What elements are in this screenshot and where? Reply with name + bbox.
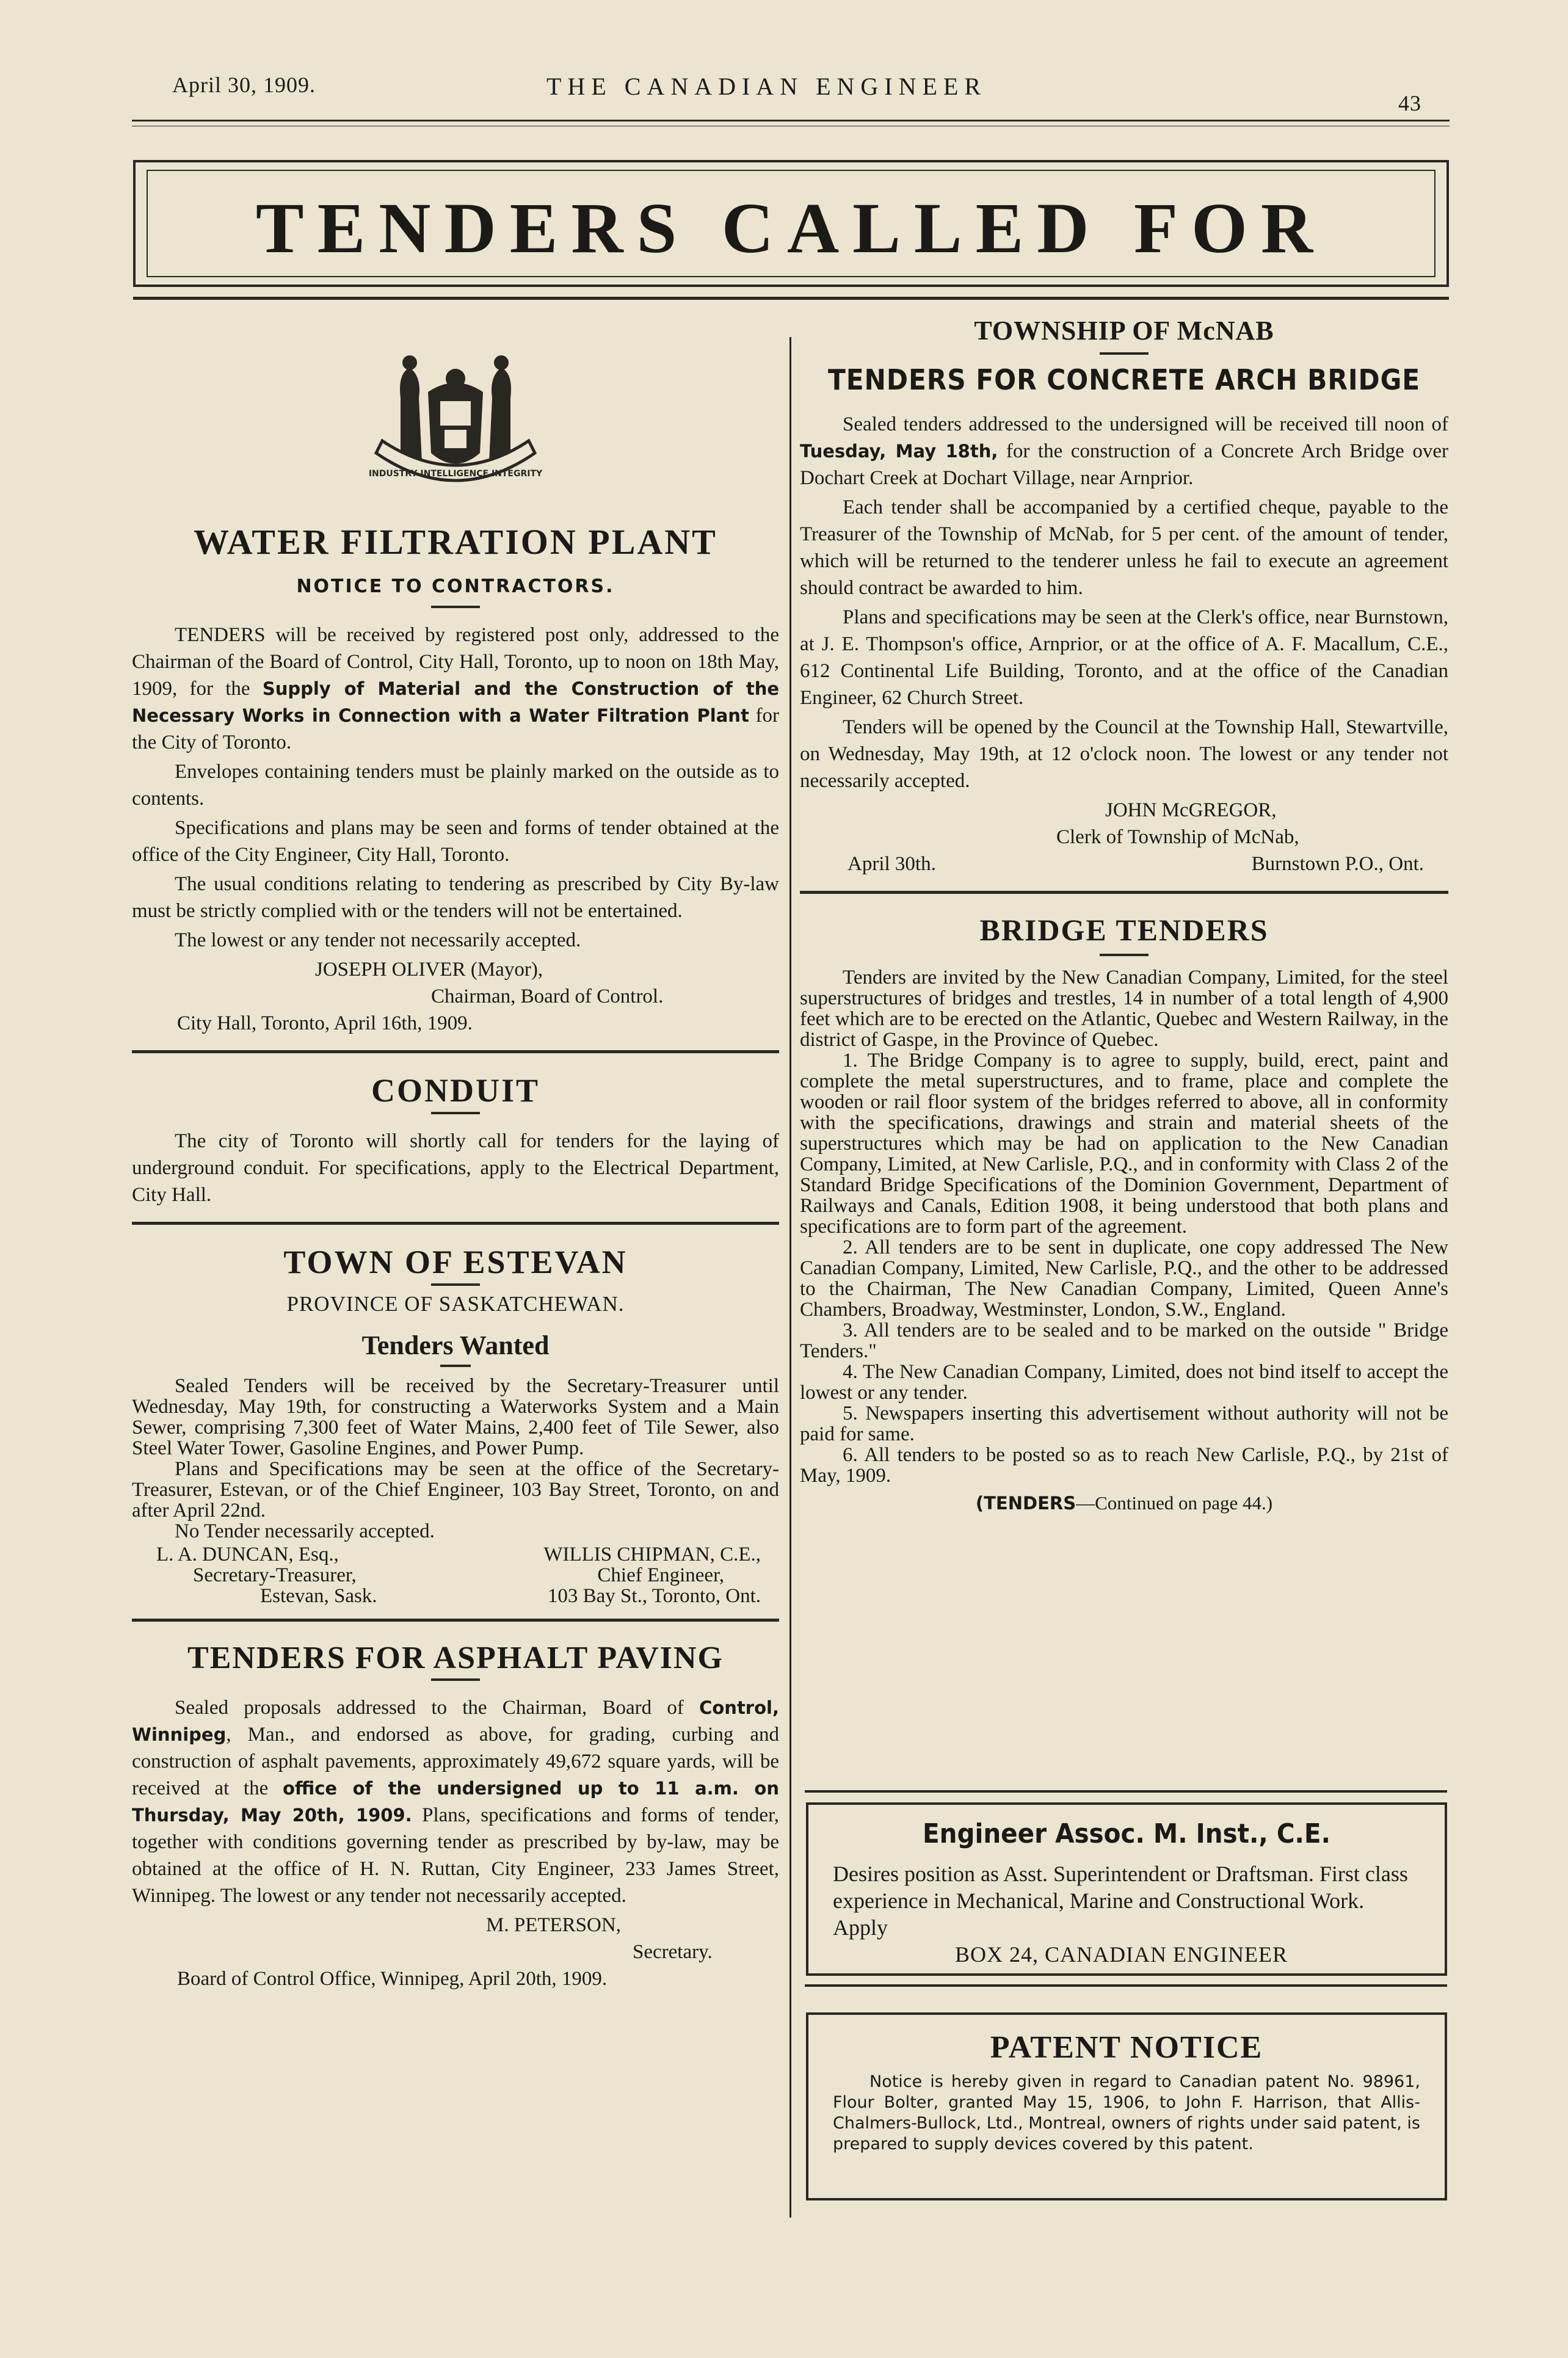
notice-to-contractors: NOTICE TO CONTRACTORS. (296, 576, 615, 597)
mcnab-para-3: Plans and specifications may be seen at the Clerk's office, near Burnstown, at J. E. Thompson's office, Arnprior, or at the office of A. F. Macallum, C.E., 612 Continental Life Building, Toronto, and at the office of the Canadian Engineer, 62 Church Street. (800, 606, 1448, 709)
right-column (800, 315, 1448, 1514)
patent-body: Notice is hereby given in regard to Canadian patent No. 98961, Flour Bolter, granted May 15, 1906, to John F. Harrison, that Allis-Chalmers-Bullock, Ltd., Montreal, owners of rights under said patent, is prepared to supply devices covered by this patent. (833, 2072, 1420, 2153)
banner-title: TENDERS CALLED FOR (255, 188, 1327, 268)
estevan-signature-left: L. A. DUNCAN, Esq., Secretary-Treasurer, Estevan, Sask. (156, 1544, 377, 1607)
water-filtration-para-4: The usual conditions relating to tendering as prescribed by City By-law must be strictly complied with or the tenders will not be entertained. (132, 873, 779, 922)
water-filtration-para-3: Specifications and plans may be seen and forms of tender obtained at the office of the City Engineer, City Hall, Toronto. (132, 817, 779, 866)
section-separator (132, 1619, 779, 1622)
asphalt-notice (132, 1640, 779, 1992)
page-number: 43 (1398, 91, 1421, 115)
crest-motto: INDUSTRY INTELLIGENCE INTEGRITY (368, 469, 543, 479)
asphalt-signature-name: M. PETERSON, (486, 1914, 621, 1936)
bridge-title: BRIDGE TENDERS (979, 913, 1269, 947)
left-column (132, 349, 779, 1992)
section-separator (800, 891, 1448, 894)
short-rule (431, 1283, 480, 1286)
short-rule (440, 1365, 471, 1367)
estevan-para-2: Plans and Specifications may be seen at the office of the Secretary-Treasurer, Estevan, or of the Chief Engineer, 103 Bay Street, Toronto, on and after April 22nd. (132, 1458, 779, 1522)
bridge-item-5: 5. Newspapers inserting this advertisement without authority will not be paid for same. (800, 1402, 1448, 1445)
mcnab-signature-place: April 30th. Burnstown P.O., Ont. (848, 853, 1424, 875)
short-rule (1100, 352, 1149, 355)
mcnab-signature-name: JOHN McGREGOR, (1105, 799, 1277, 821)
column-divider (789, 337, 791, 2218)
patent-notice (806, 2012, 1447, 2200)
engineer-ad-box-address: BOX 24, CANADIAN ENGINEER (955, 1942, 1288, 1967)
mcnab-title: TOWNSHIP OF McNAB (974, 316, 1274, 346)
estevan-signature-right: WILLIS CHIPMAN, C.E., Chief Engineer, 103 Bay St., Toronto, Ont. (543, 1544, 761, 1607)
bridge-intro: Tenders are invited by the New Canadian Company, Limited, for the steel superstructures of bridges and trestles, 14 in number of a total length of 4,900 feet which are to be erected on the Atlantic, Quebec and Western Railway, in the district of Gaspe, in the Province of Quebec. (800, 967, 1448, 1051)
signature-title: Chairman, Board of Control. (431, 985, 664, 1007)
asphalt-title: TENDERS FOR ASPHALT PAVING (187, 1641, 724, 1675)
asphalt-para: Sealed proposals addressed to the Chairman, Board of Control, Winnipeg, Man., and endorsed as above, for grading, curbing and construction of asphalt pavements, approximately 49,672 square yards, will be received at the office of the undersigned up to 11 a.m. on Thursday, May 20th, 1909. Plans, specifications and forms of tender, together with conditions governing tender as prescribed by by-law, may be obtained at the office of H. N. Ruttan, City Engineer, 233 James Street, Winnipeg. The lowest or any tender not necessarily accepted. (132, 1697, 779, 1907)
engineer-ad-body: Desires position as Asst. Superintendent or Draftsman. First class experience in Mechanical, Marine and Constructional Work. Apply (833, 1862, 1408, 1940)
conduit-title: CONDUIT (371, 1072, 540, 1109)
water-filtration-notice (132, 349, 779, 1037)
ad-top-rule (805, 1790, 1447, 1793)
mcnab-notice (800, 315, 1448, 877)
conduit-para: The city of Toronto will shortly call for tenders for the laying of underground conduit. For specifications, apply to the Electrical Department, City Hall. (132, 1130, 779, 1206)
header-rule (132, 120, 1450, 122)
bridge-item-6: 6. All tenders to be posted so as to reach New Carlisle, P.Q., by 21st of May, 1909. (800, 1444, 1448, 1487)
patent-title: PATENT NOTICE (990, 2030, 1263, 2065)
mcnab-signature-title: Clerk of Township of McNab, (1056, 826, 1299, 848)
signature-name: JOSEPH OLIVER (Mayor), (315, 959, 543, 981)
short-rule (431, 606, 480, 608)
engineer-ad-title: Engineer Assoc. M. Inst., C.E. (923, 1818, 1330, 1849)
estevan-province: PROVINCE OF SASKATCHEWAN. (286, 1292, 625, 1316)
banner (133, 160, 1449, 287)
publication-title: THE CANADIAN ENGINEER (546, 73, 987, 100)
asphalt-signature-place: Board of Control Office, Winnipeg, April 20th, 1909. (177, 1968, 608, 1990)
mcnab-para-4: Tenders will be opened by the Council at the Township Hall, Stewartville, on Wednesday, May 19th, at 12 o'clock noon. The lowest or any tender not necessarily accepted. (800, 716, 1448, 792)
estevan-para-3: No Tender necessarily accepted. (175, 1520, 435, 1542)
water-filtration-para-1: TENDERS will be received by registered post only, addressed to the Chairman of the Board of Control, City Hall, Toronto, up to noon on 18th May, 1909, for the Supply of Material and the Construction of the Necessary Works in Connection with a Water Filtration Plant for the City of Toronto. (132, 624, 780, 753)
bridge-tenders-notice (800, 912, 1448, 1514)
section-separator (132, 1222, 779, 1225)
estevan-para-1: Sealed Tenders will be received by the Secretary-Treasurer until Wednesday, May 19th, for constructing a Waterworks System and a Main Sewer, comprising 7,300 feet of Water Mains, 2,400 feet of Tile Sewer, also Steel Water Tower, Gasoline Engines, and Power Pump. (132, 1375, 779, 1459)
continued-note: (TENDERS—Continued on page 44.) (975, 1492, 1273, 1514)
issue-date: April 30, 1909. (172, 73, 316, 97)
bridge-item-1: 1. The Bridge Company is to agree to supply, build, erect, paint and complete the metal superstructures, and to frame, place and complete the wooden or rail floor system of the bridges referred to above, all in conformity with the specifications, drawings and strain and material sheets of the superstructures which may be had on application to the New Canadian Company, Limited, at New Carlisle, P.Q., and in conformity with Class 2 of the Standard Bridge Specifications of the Dominion Government, Department of Railways and Canals, Edition 1908, it being understood that both plans and specifications are to form part of the agreement. (800, 1050, 1448, 1238)
asphalt-signature-title: Secretary. (633, 1941, 713, 1963)
short-rule (431, 1678, 480, 1681)
short-rule (431, 1112, 480, 1114)
bridge-item-4: 4. The New Canadian Company, Limited, does not bind itself to accept the lowest or any tender. (800, 1361, 1448, 1404)
bridge-item-3: 3. All tenders are to be sealed and to be marked on the outside " Bridge Tenders." (800, 1319, 1448, 1362)
bridge-item-2: 2. All tenders are to be sent in duplicate, one copy addressed The New Canadian Company, Limited, New Carlisle, P.Q., and the other to be addressed to the Chairman, The New Canadian Company, Limited, Queen Anne's Chambers, Broadway, Westminster, London, S.W., England. (800, 1236, 1448, 1321)
toronto-crest-icon (364, 349, 547, 508)
estevan-signatures (132, 1544, 779, 1606)
estevan-title: TOWN OF ESTEVAN (283, 1244, 628, 1280)
conduit-notice (132, 1072, 779, 1208)
water-filtration-title: WATER FILTRATION PLANT (194, 522, 717, 562)
mcnab-para-2: Each tender shall be accompanied by a certified cheque, payable to the Treasurer of the Township of McNab, for 5 per cent. of the amount of tender, which will be returned to the tenderer unless he fail to execute an agreement should contract be awarded to him. (800, 496, 1448, 599)
tenders-wanted: Tenders Wanted (361, 1330, 550, 1360)
mcnab-subtitle: TENDERS FOR CONCRETE ARCH BRIDGE (827, 363, 1421, 396)
water-filtration-para-5: The lowest or any tender not necessarily accepted. (175, 929, 581, 951)
section-separator (132, 1050, 779, 1053)
estevan-notice (132, 1243, 779, 1606)
banner-underline (133, 297, 1449, 300)
engineer-ad (806, 1802, 1447, 1976)
short-rule (1100, 954, 1149, 956)
ad-bottom-rule (805, 1984, 1447, 1987)
water-filtration-para-2: Envelopes containing tenders must be plainly marked on the outside as to contents. (132, 761, 779, 810)
mcnab-para-1: Sealed tenders addressed to the undersigned will be received till noon of Tuesday, May 18th, for the construction of a Concrete Arch Bridge over Dochart Creek at Dochart Village, near Arnprior. (800, 413, 1448, 489)
signature-place: City Hall, Toronto, April 16th, 1909. (177, 1012, 473, 1034)
